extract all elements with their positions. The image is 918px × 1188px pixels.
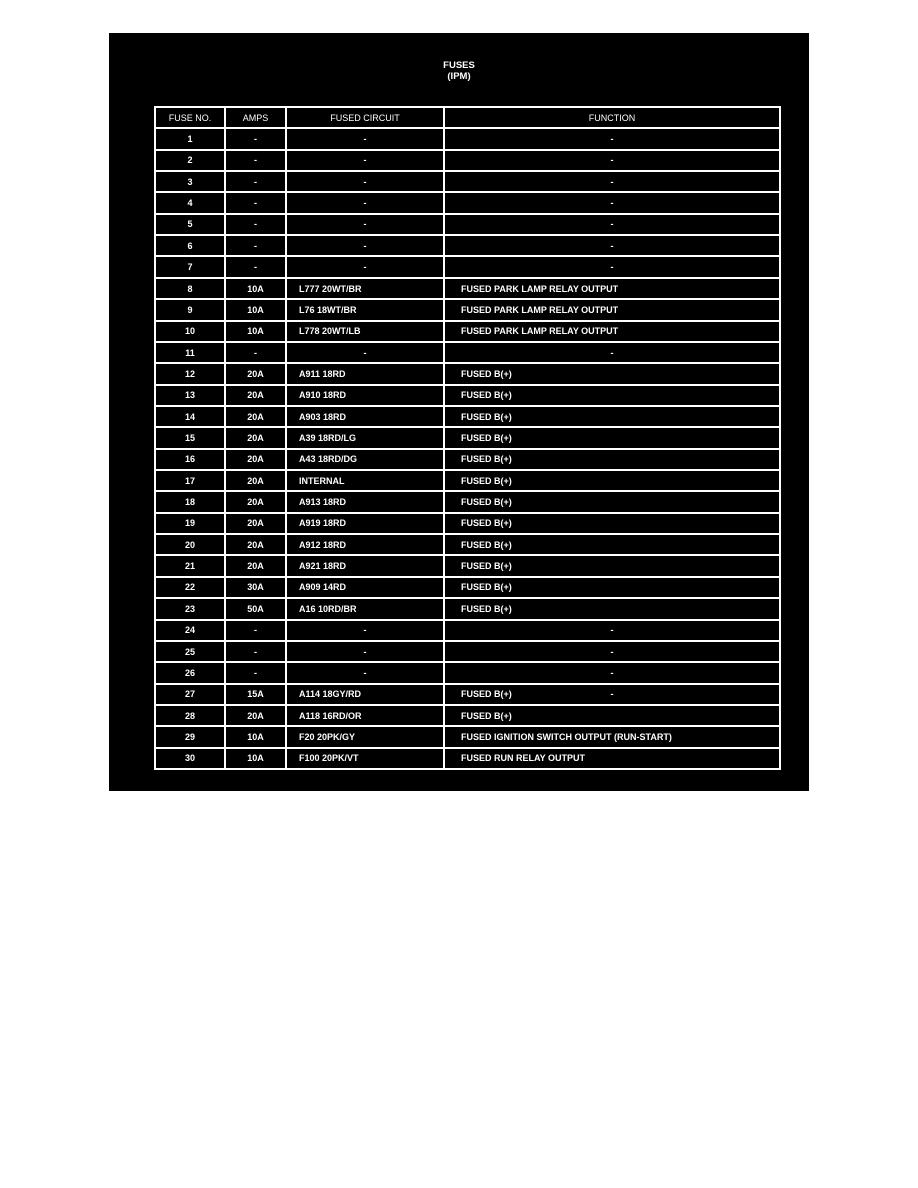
cell-fuse-no: 27 xyxy=(156,685,224,704)
cell-function: - xyxy=(445,215,779,234)
cell-function: - xyxy=(445,151,779,170)
cell-fused-circuit: A16 10RD/BR xyxy=(287,599,443,618)
cell-amps: 50A xyxy=(226,599,285,618)
cell-function xyxy=(445,450,779,469)
cell-fused-circuit: A911 18RD xyxy=(287,364,443,383)
cell-amps: - xyxy=(226,621,285,640)
cell-fuse-no: 18 xyxy=(156,492,224,511)
header-fuse-no: FUSE NO. xyxy=(156,108,224,127)
function-text: FUSED B(+) xyxy=(461,518,512,529)
function-text: FUSED B(+) xyxy=(461,368,512,379)
function-text: FUSED B(+) xyxy=(461,710,512,721)
chart-title xyxy=(109,60,809,82)
cell-amps: 20A xyxy=(226,450,285,469)
fuse-table xyxy=(154,106,781,770)
cell-fused-circuit: A921 18RD xyxy=(287,556,443,575)
cell-amps: - xyxy=(226,172,285,191)
function-text: FUSED IGNITION SWITCH OUTPUT (RUN-START) xyxy=(461,731,672,742)
cell-fused-circuit: A910 18RD xyxy=(287,386,443,405)
cell-fused-circuit: A913 18RD xyxy=(287,492,443,511)
cell-function: - xyxy=(445,663,779,682)
cell-amps: 30A xyxy=(226,578,285,597)
cell-fused-circuit: - xyxy=(287,343,443,362)
cell-fused-circuit: - xyxy=(287,129,443,148)
cell-fused-circuit: - xyxy=(287,236,443,255)
cell-amps: - xyxy=(226,663,285,682)
cell-amps: - xyxy=(226,642,285,661)
cell-fuse-no: 30 xyxy=(156,749,224,768)
cell-fuse-no: 3 xyxy=(156,172,224,191)
function-text: FUSED PARK LAMP RELAY OUTPUT xyxy=(461,326,619,337)
cell-fused-circuit: A118 16RD/OR xyxy=(287,706,443,725)
cell-fuse-no: 23 xyxy=(156,599,224,618)
cell-function: - xyxy=(445,257,779,276)
cell-fuse-no: 20 xyxy=(156,535,224,554)
header-function: FUNCTION xyxy=(445,108,779,127)
cell-function xyxy=(445,300,779,319)
cell-fused-circuit: - xyxy=(287,663,443,682)
cell-fused-circuit: A114 18GY/RD xyxy=(287,685,443,704)
cell-function xyxy=(445,706,779,725)
cell-function xyxy=(445,407,779,426)
cell-amps: 10A xyxy=(226,727,285,746)
function-text: FUSED PARK LAMP RELAY OUTPUT xyxy=(461,283,619,294)
cell-function xyxy=(445,364,779,383)
cell-fused-circuit: L778 20WT/LB xyxy=(287,322,443,341)
function-text: FUSED B(+) xyxy=(461,689,512,700)
cell-fused-circuit: - xyxy=(287,642,443,661)
cell-amps: 10A xyxy=(226,279,285,298)
cell-fuse-no: 17 xyxy=(156,471,224,490)
function-text: FUSED B(+) xyxy=(461,603,512,614)
function-text: FUSED PARK LAMP RELAY OUTPUT xyxy=(461,304,619,315)
cell-fuse-no: 15 xyxy=(156,428,224,447)
cell-function xyxy=(445,556,779,575)
cell-amps: - xyxy=(226,129,285,148)
cell-fuse-no: 28 xyxy=(156,706,224,725)
cell-fuse-no: 24 xyxy=(156,621,224,640)
cell-function xyxy=(445,492,779,511)
function-text: FUSED B(+) xyxy=(461,411,512,422)
title-line-2: (IPM) xyxy=(447,71,471,82)
cell-function: - xyxy=(445,129,779,148)
cell-fused-circuit: L777 20WT/BR xyxy=(287,279,443,298)
cell-fused-circuit: - xyxy=(287,621,443,640)
cell-fused-circuit: A912 18RD xyxy=(287,535,443,554)
cell-fuse-no: 7 xyxy=(156,257,224,276)
cell-fuse-no: 2 xyxy=(156,151,224,170)
function-text: FUSED RUN RELAY OUTPUT xyxy=(461,753,586,764)
cell-amps: - xyxy=(226,151,285,170)
cell-fuse-no: 29 xyxy=(156,727,224,746)
cell-function xyxy=(445,749,779,768)
cell-fuse-no: 14 xyxy=(156,407,224,426)
function-text: FUSED B(+) xyxy=(461,454,512,465)
cell-fused-circuit: F20 20PK/GY xyxy=(287,727,443,746)
cell-amps: - xyxy=(226,343,285,362)
cell-fuse-no: 9 xyxy=(156,300,224,319)
cell-fuse-no: 12 xyxy=(156,364,224,383)
cell-fused-circuit: - xyxy=(287,193,443,212)
cell-fuse-no: 25 xyxy=(156,642,224,661)
cell-amps: 20A xyxy=(226,492,285,511)
cell-fused-circuit: F100 20PK/VT xyxy=(287,749,443,768)
cell-function: - xyxy=(445,172,779,191)
cell-fused-circuit: - xyxy=(287,172,443,191)
cell-amps: - xyxy=(226,193,285,212)
cell-fused-circuit: L76 18WT/BR xyxy=(287,300,443,319)
cell-fused-circuit: A39 18RD/LG xyxy=(287,428,443,447)
header-fused-circuit: FUSED CIRCUIT xyxy=(287,108,443,127)
cell-amps: 20A xyxy=(226,407,285,426)
function-text: FUSED B(+) xyxy=(461,432,512,443)
cell-function xyxy=(445,279,779,298)
cell-amps: 20A xyxy=(226,514,285,533)
cell-fused-circuit: INTERNAL xyxy=(287,471,443,490)
cell-fused-circuit: A903 18RD xyxy=(287,407,443,426)
cell-fused-circuit: A43 18RD/DG xyxy=(287,450,443,469)
cell-amps: - xyxy=(226,215,285,234)
header-amps: AMPS xyxy=(226,108,285,127)
cell-amps: 20A xyxy=(226,428,285,447)
cell-amps: 10A xyxy=(226,749,285,768)
function-text: FUSED B(+) xyxy=(461,475,512,486)
cell-function xyxy=(445,535,779,554)
function-extra-dash: - xyxy=(610,689,614,700)
cell-fuse-no: 19 xyxy=(156,514,224,533)
cell-function xyxy=(445,471,779,490)
cell-amps: - xyxy=(226,257,285,276)
cell-amps: 20A xyxy=(226,556,285,575)
cell-function xyxy=(445,599,779,618)
cell-function xyxy=(445,578,779,597)
cell-amps: - xyxy=(226,236,285,255)
cell-fused-circuit: A919 18RD xyxy=(287,514,443,533)
cell-amps: 10A xyxy=(226,300,285,319)
cell-amps: 20A xyxy=(226,535,285,554)
cell-fuse-no: 13 xyxy=(156,386,224,405)
title-line-1: FUSES xyxy=(443,60,475,71)
cell-function xyxy=(445,685,779,704)
cell-function: - xyxy=(445,236,779,255)
cell-function xyxy=(445,322,779,341)
cell-fused-circuit: - xyxy=(287,257,443,276)
cell-amps: 10A xyxy=(226,322,285,341)
cell-fused-circuit: - xyxy=(287,215,443,234)
cell-amps: 20A xyxy=(226,364,285,383)
function-text: FUSED B(+) xyxy=(461,561,512,572)
function-text: FUSED B(+) xyxy=(461,497,512,508)
cell-fuse-no: 11 xyxy=(156,343,224,362)
cell-fuse-no: 22 xyxy=(156,578,224,597)
cell-function: - xyxy=(445,193,779,212)
cell-fuse-no: 21 xyxy=(156,556,224,575)
cell-function xyxy=(445,386,779,405)
function-text: FUSED B(+) xyxy=(461,539,512,550)
cell-fused-circuit: A909 14RD xyxy=(287,578,443,597)
cell-fuse-no: 6 xyxy=(156,236,224,255)
fuse-chart-panel xyxy=(109,33,809,791)
function-text: FUSED B(+) xyxy=(461,390,512,401)
cell-function: - xyxy=(445,343,779,362)
cell-amps: 20A xyxy=(226,471,285,490)
cell-amps: 20A xyxy=(226,706,285,725)
cell-fuse-no: 8 xyxy=(156,279,224,298)
cell-fuse-no: 26 xyxy=(156,663,224,682)
cell-function xyxy=(445,514,779,533)
cell-fuse-no: 16 xyxy=(156,450,224,469)
cell-function: - xyxy=(445,642,779,661)
function-text: FUSED B(+) xyxy=(461,582,512,593)
cell-fuse-no: 1 xyxy=(156,129,224,148)
cell-function: - xyxy=(445,621,779,640)
cell-amps: 20A xyxy=(226,386,285,405)
cell-function xyxy=(445,727,779,746)
cell-function xyxy=(445,428,779,447)
cell-fuse-no: 4 xyxy=(156,193,224,212)
cell-amps: 15A xyxy=(226,685,285,704)
cell-fused-circuit: - xyxy=(287,151,443,170)
cell-fuse-no: 5 xyxy=(156,215,224,234)
cell-fuse-no: 10 xyxy=(156,322,224,341)
